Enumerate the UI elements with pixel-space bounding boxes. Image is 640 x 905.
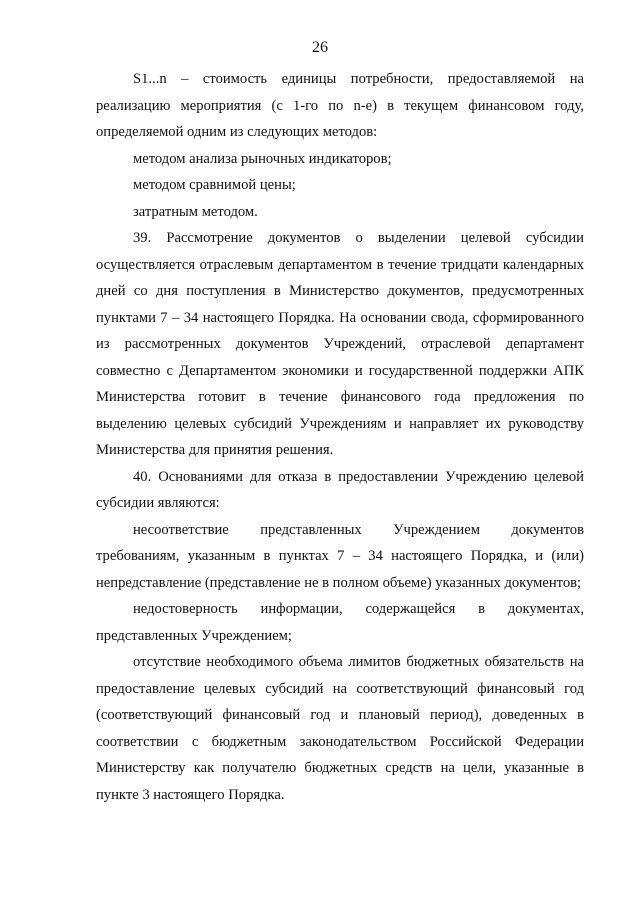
paragraph-40-ground-budget-limits: отсутствие необходимого объема лимитов бюджетных обязательств на предоставление целевых субсидий на соответствующий финансовый год (соответствующий финансовый год и плановый период), доведенных в соответствии с бюджетным законодательством Российской Федерации Министерству как получателю бюджетных средств на цели, указанные в пункте 3 настоящего Порядка. [96, 654, 584, 803]
document-body [96, 66, 584, 808]
paragraph-40-ground-unreliable-info: недостоверность информации, содержащейся в документах, представленных Учреждением; [96, 601, 584, 644]
paragraph-cost-definition: S1...n – стоимость единицы потребности, предоставляемой на реализацию мероприятия (с 1-го по n-е) в текущем финансовом году, определяемой одним из следующих методов: [96, 71, 584, 140]
list-item-method-market-indicators: методом анализа рыночных индикаторов; [133, 150, 392, 167]
list-item-method-cost: затратным методом. [133, 203, 258, 220]
paragraph-40: 40. Основаниями для отказа в предоставлении Учреждению целевой субсидии являются: [96, 468, 584, 511]
paragraph-40-ground-documents: несоответствие представленных Учреждением документов требованиям, указанным в пунктах 7 – 34 настоящего Порядка, и (или) непредставление (представление не в полном объеме) указанных документов; [96, 521, 584, 591]
page-number: 26 [312, 39, 328, 56]
paragraph-39: 39. Рассмотрение документов о выделении целевой субсидии осуществляется отраслевым департаментом в течение тридцати календарных дней со дня поступления в Министерство документов, предусмотренных пунктами 7 – 34 настоящего Порядка. На основании свода, сформированного из рассмотренных документов Учреждений, отраслевой департамент совместно с Департаментом экономики и государственной поддержки АПК Министерства готовит в течение финансового года предложения по выделению целевых субсидий Учреждениям и направляет их руководству Министерства для принятия решения. [96, 230, 584, 458]
list-item-method-comparable-price: методом сравнимой цены; [133, 177, 296, 193]
